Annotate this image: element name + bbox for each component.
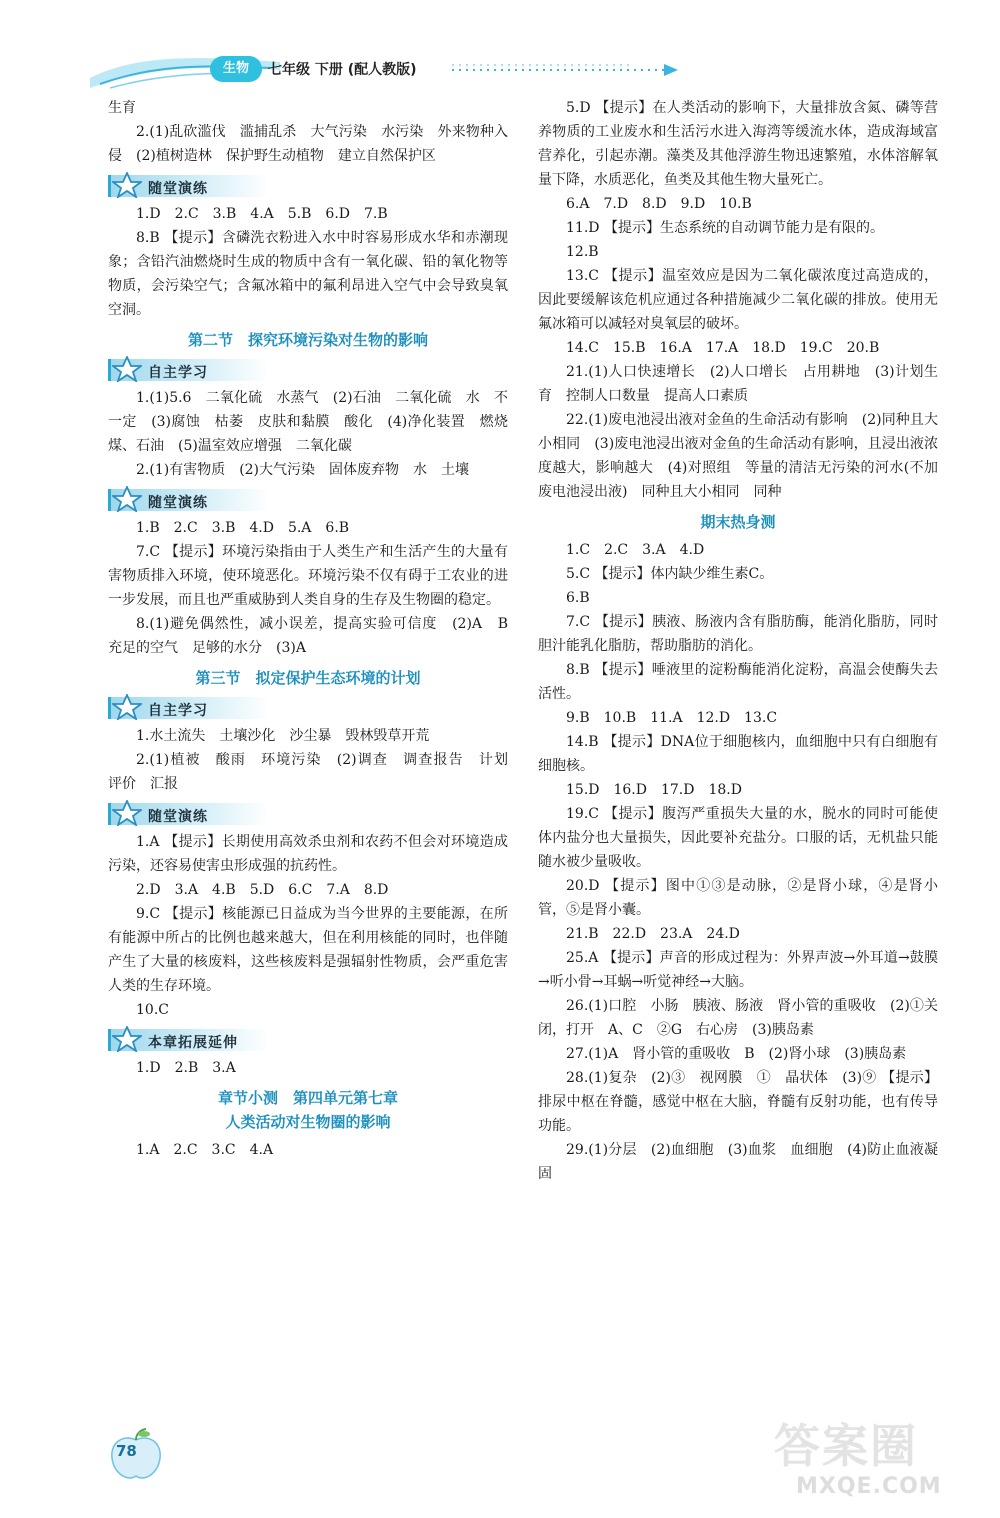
answer-text: 20.D 【提示】图中①③是动脉，②是肾小球，④是肾小管，⑤是肾小囊。: [538, 878, 938, 918]
answer-text: 26.(1)口腔 小肠 胰液、肠液 肾小管的重吸收 (2)①关闭，打开 A、C ②G 右心房 (3)胰岛素: [538, 998, 938, 1038]
answer-text: 9.C 【提示】核能源已日益成为当今世界的主要能源，在所有能源中所占的比例也越来越大，但在利用核能的同时，也伴随产生了大量的核废料，这些核废料是强辐射性物质，会严重危害人类的生存环境。: [108, 906, 508, 994]
section-title: 第三节 拟定保护生态环境的计划: [195, 669, 421, 687]
answer-text: 2.D 3.A 4.B 5.D 6.C 7.A 8.D: [136, 882, 389, 898]
section-heading: [108, 172, 266, 198]
watermark-logo-text: 答案圈: [774, 1419, 918, 1473]
answer-text: 8.B 【提示】含磷洗衣粉进入水中时容易形成水华和赤潮现象；含铅汽油燃烧时生成的物质中含有一氧化碳、铅的氧化物等物质，会污染空气；含氟冰箱中的氟利昂进入空气中会导致臭氧空洞。: [108, 230, 508, 318]
answer-text: 14.B 【提示】DNA位于细胞核内，血细胞中只有白细胞有细胞核。: [538, 734, 938, 774]
section-heading-label: 随堂演练: [148, 495, 208, 511]
section-heading: [108, 486, 266, 512]
answer-text: 1.D 2.B 3.A: [136, 1060, 236, 1076]
watermark-url-text: MXQE.COM: [796, 1474, 942, 1499]
answer-text: 1.B 2.C 3.B 4.D 5.A 6.B: [136, 520, 350, 536]
star-icon: [112, 486, 142, 512]
answer-text: 28.(1)复杂 (2)③ 视网膜 ① 晶状体 (3)⑨ 【提示】排尿中枢在脊髓，感觉中枢在大脑，脊髓有反射功能，也有传导功能。: [538, 1070, 938, 1134]
watermark: [766, 1400, 976, 1510]
answer-text: 7.C 【提示】胰液、肠液内含有脂肪酶，能消化脂肪，同时胆汁能乳化脂肪，帮助脂肪的消化。: [538, 614, 938, 654]
answer-text: 19.C 【提示】腹泻严重损失大量的水，脱水的同时可能使体内盐分也大量损失，因此要补充盐分。口服的话，无机盐只能随水被少量吸收。: [538, 806, 938, 870]
right-column: [538, 96, 938, 1186]
page-number: [106, 1426, 166, 1486]
section-heading: [108, 356, 266, 382]
star-icon: [112, 1026, 142, 1052]
answer-text: 13.C 【提示】温室效应是因为二氧化碳浓度过高造成的，因此要缓解该危机应通过各种措施减少二氧化碳的排放。使用无氟冰箱可以减轻对臭氧层的破坏。: [538, 268, 938, 332]
section-heading-label: 本章拓展延伸: [148, 1035, 238, 1051]
answer-text: 1.D 2.C 3.B 4.A 5.B 6.D 7.B: [136, 206, 388, 222]
answer-text: 6.A 7.D 8.D 9.D 10.B: [566, 196, 752, 212]
header-title: 七年级 下册 (配人教版): [268, 62, 417, 78]
answer-text: 25.A 【提示】声音的形成过程为：外界声波→外耳道→鼓膜→听小骨→耳蜗→听觉神经→大脑。: [538, 950, 938, 990]
section-heading: [108, 800, 266, 826]
page-header: [90, 48, 690, 94]
answer-text: 1.A 【提示】长期使用高效杀虫剂和农药不但会对环境造成污染，还容易使害虫形成强的抗药性。: [108, 834, 508, 874]
answer-text: 5.D 【提示】在人类活动的影响下，大量排放含氮、磷等营养物质的工业废水和生活污水进入海湾等缓流水体，造成海域富营养化，引起赤潮。藻类及其他浮游生物迅速繁殖，水体溶解氧量下降，水质恶化，鱼类及其他生物大量死亡。: [538, 100, 938, 188]
answer-text: 生育: [108, 100, 136, 116]
star-icon: [112, 694, 142, 720]
left-column: [108, 96, 522, 1162]
section-heading-label: 随堂演练: [148, 809, 208, 825]
section-heading: [108, 694, 266, 720]
page-number-text: 78: [116, 1442, 137, 1460]
answer-text: 22.(1)废电池浸出液对金鱼的生命活动有影响 (2)同种且大小相同 (3)废电池浸出液对金鱼的生命活动有影响，且浸出液浓度越大，影响越大 (4)对照组 等量的清洁无污染的河水(不加废电池浸出液) 同种且大小相同 同种: [538, 412, 938, 500]
star-icon: [112, 356, 142, 382]
answer-text: 2.(1)植被 酸雨 环境污染 (2)调查 调查报告 计划 评价 汇报: [108, 752, 522, 792]
answer-text: 21.(1)人口快速增长 (2)人口增长 占用耕地 (3)计划生育 控制人口数量 提高人口素质: [538, 364, 938, 404]
answer-text: 9.B 10.B 11.A 12.D 13.C: [566, 710, 778, 726]
section-subtitle: 人类活动对生物圈的影响: [225, 1113, 391, 1131]
answer-text: 21.B 22.D 23.A 24.D: [566, 926, 740, 942]
subject-badge: 生物: [210, 56, 262, 82]
header-dotted-arrow: [452, 60, 682, 80]
answer-text: 10.C: [136, 1002, 169, 1018]
answer-text: 15.D 16.D 17.D 18.D: [566, 782, 742, 798]
answer-text: 2.(1)乱砍滥伐 滥捕乱杀 大气污染 水污染 外来物种入侵 (2)植树造林 保护野生动植物 建立自然保护区: [108, 124, 508, 164]
section-title: 章节小测 第四单元第七章: [217, 1089, 398, 1107]
answer-text: 12.B: [566, 244, 599, 260]
answer-text: 5.C 【提示】体内缺少维生素C。: [566, 566, 774, 582]
section-title: 期末热身测: [700, 513, 776, 531]
section-title: 第二节 探究环境污染对生物的影响: [187, 331, 428, 349]
answer-text: 14.C 15.B 16.A 17.A 18.D 19.C 20.B: [566, 340, 880, 356]
answer-text: 2.(1)有害物质 (2)大气污染 固体废弃物 水 土壤: [136, 462, 470, 478]
answer-text: 1.A 2.C 3.C 4.A: [136, 1142, 274, 1158]
answer-text: 27.(1)A 肾小管的重吸收 B (2)肾小球 (3)胰岛素: [566, 1046, 907, 1062]
section-heading-label: 自主学习: [148, 703, 208, 719]
answer-text: 8.B 【提示】唾液里的淀粉酶能消化淀粉，高温会使酶失去活性。: [538, 662, 938, 702]
answer-text: 8.(1)避免偶然性，减小误差，提高实验可信度 (2)A B 充足的空气 足够的水分 (3)A: [108, 616, 522, 656]
answer-text: 11.D 【提示】生态系统的自动调节能力是有限的。: [566, 220, 884, 236]
section-heading: [108, 1026, 266, 1052]
answer-text: 6.B: [566, 590, 590, 606]
answer-text: 1.C 2.C 3.A 4.D: [566, 542, 705, 558]
answer-text: 29.(1)分层 (2)血细胞 (3)血浆 血细胞 (4)防止血液凝固: [538, 1142, 938, 1182]
section-heading-label: 自主学习: [148, 365, 208, 381]
star-icon: [112, 172, 142, 198]
answer-text: 1.水土流失 土壤沙化 沙尘暴 毁林毁草开荒: [136, 728, 430, 744]
star-icon: [112, 800, 142, 826]
answer-text: 7.C 【提示】环境污染指由于人类生产和生活产生的大量有害物质排入环境，使环境恶化。环境污染不仅有碍于工农业的进一步发展，而且也严重威胁到人类自身的生存及生物圈的稳定。: [108, 544, 508, 608]
answer-text: 1.(1)5.6 二氧化硫 水蒸气 (2)石油 二氧化硫 水 不一定 (3)腐蚀 枯萎 皮肤和黏膜 酸化 (4)净化装置 燃烧煤、石油 (5)温室效应增强 二氧化碳: [108, 390, 508, 454]
section-heading-label: 随堂演练: [148, 181, 208, 197]
